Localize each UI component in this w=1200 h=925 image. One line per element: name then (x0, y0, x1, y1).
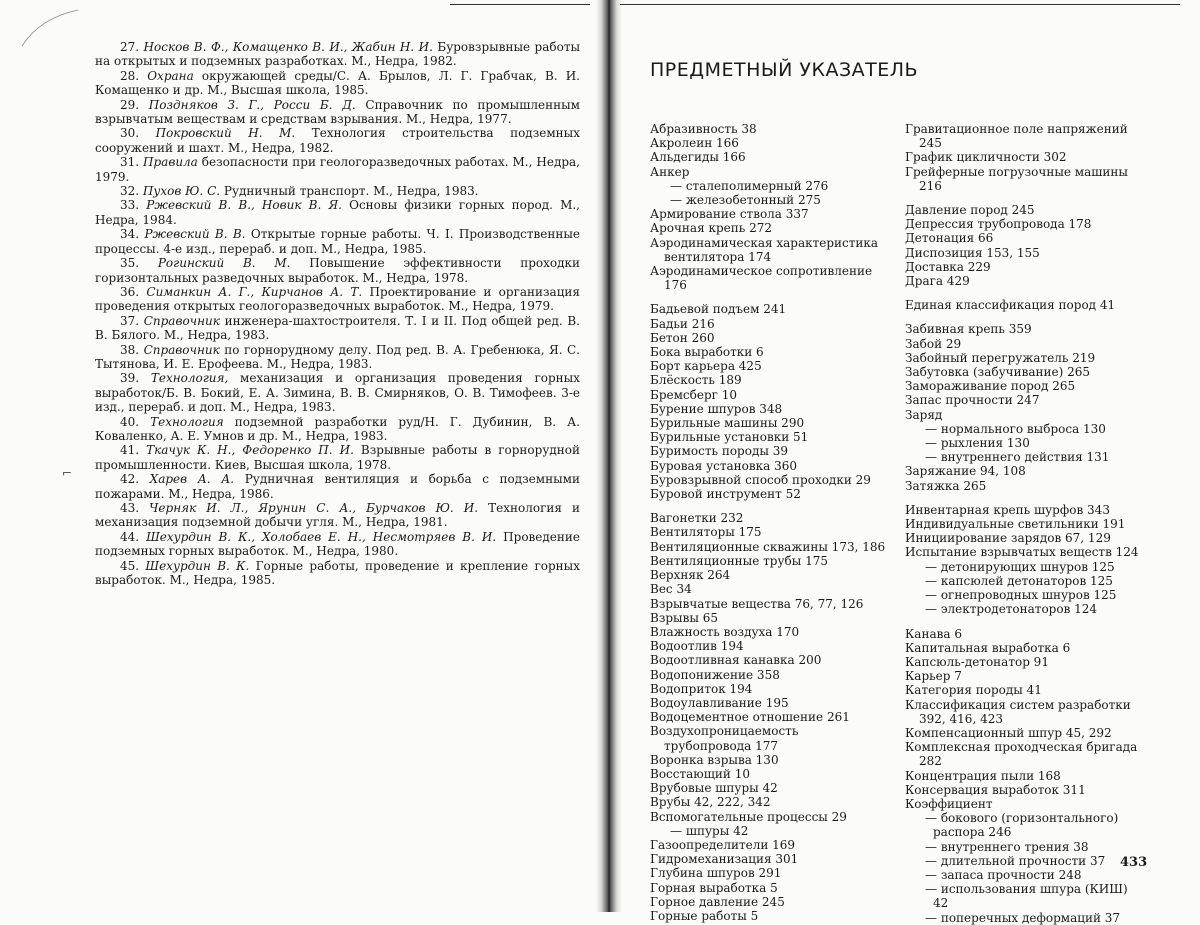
reference-number: 29. (120, 97, 149, 112)
index-entry: График цикличности 302 (905, 150, 1067, 165)
reference-author: Охрана (147, 68, 194, 83)
reference-text: Технология строительства подземных сооружений и шахт. М., Недра, 1982. (95, 126, 580, 155)
reference-text: окружающей среды/С. А. Брылов, Л. Г. Грабчак, В. И. Комащенко и др. М., Высшая школа, 1985. (95, 68, 580, 98)
reference-author: Поздняков З. Г., Росси Б. Д. (148, 97, 356, 112)
reference-entry (95, 472, 580, 501)
reference-number: 28. (120, 68, 148, 83)
index-entry: Буримость породы 39 (650, 444, 788, 459)
index-entry: Вентиляторы 175 (650, 525, 762, 540)
index-subentry: — рыхления 130 (925, 436, 1030, 451)
index-entry: Заряд (905, 407, 943, 422)
index-entry: Единая классификация пород 41 (905, 298, 1116, 313)
index-entry: Вагонетки 232 (650, 511, 744, 526)
index-entry: Капсюль-детонатор 91 (905, 654, 1049, 669)
reference-author: Справочник (143, 313, 220, 328)
page-corner-curve (20, 8, 80, 48)
reference-text: Взрывные работы в горнорудной промышленности. Киев, Высшая школа, 1978. (95, 443, 580, 472)
index-entry: Инвентарная крепь шурфов 343 (905, 502, 1110, 517)
index-subentry: — бокового (горизонтального) распора 246 (925, 811, 1119, 840)
index-entry: Детонация 66 (905, 231, 994, 246)
reference-entry (95, 126, 580, 155)
reference-entry (95, 443, 580, 472)
index-entry: Аэродинамическое сопротивление 176 (650, 264, 873, 293)
reference-number: 45. (120, 558, 146, 573)
index-entry: Воронка взрыва 130 (650, 752, 779, 767)
reference-entry (95, 256, 580, 285)
index-entry: Концентрация пыли 168 (905, 768, 1061, 783)
index-entry: Водоотлив 194 (650, 639, 744, 654)
index-entry: Классификация систем разработки 392, 416, 423 (905, 697, 1131, 726)
reference-text: подземной разработки руд/Н. Г. Дубинин, В. А. Коваленко, А. Е. Умнов и др. М., Недра, 1983. (95, 414, 580, 443)
index-entry: Газоопределители 169 (650, 837, 796, 852)
reference-number: 44. (120, 529, 147, 544)
index-entry: Воздухопроницаемость трубопровода 177 (650, 724, 799, 753)
reference-author: Справочник (143, 342, 220, 357)
index-entry: Бремсберг 10 (650, 387, 738, 402)
index-subentry: — сталеполимерный 276 (670, 178, 829, 193)
reference-text: Справочник по промышленным взрывчатым веществам и средствам взрывания. М., Недра, 1977. (95, 97, 580, 127)
index-entry: Забойный перегружатель 219 (905, 350, 1096, 365)
index-entry: Восстающий 10 (650, 766, 750, 781)
reference-author: Ржевский В. В., Новик В. Я. (146, 198, 342, 213)
reference-author: Правила (143, 155, 198, 170)
reference-number: 34. (120, 227, 145, 242)
index-entry: Бадьевой подъем 241 (650, 302, 787, 317)
index-entry: Борт карьера 425 (650, 359, 762, 374)
index-entry: Блёскость 189 (650, 373, 742, 388)
index-entry: Бурильные установки 51 (650, 430, 809, 445)
index-subentry: — длительной прочности 37 (925, 853, 1106, 868)
index-subentry: — внутреннего действия 131 (925, 450, 1110, 465)
reference-author: Харев А. А. (149, 472, 235, 487)
index-entry: Затяжка 265 (905, 478, 987, 493)
index-entry: Аэродинамическая характеристика вентилятора 174 (650, 235, 879, 264)
reference-author: Симанкин А. Г., Кирчанов А. Т. (146, 284, 363, 299)
reference-text: Технология и механизация подземной добычи угля. М., Недра, 1981. (95, 501, 580, 530)
reference-number: 35. (120, 256, 158, 271)
reference-text: Проведение подземных горных выработок. М., Недра, 1980. (95, 529, 580, 559)
reference-text: Основы физики горных пород. М., Недра, 1984. (95, 198, 580, 227)
index-entry: Вентиляционные трубы 175 (650, 553, 829, 568)
reference-author: Пухов Ю. С. (142, 184, 221, 199)
index-entry: Грейферные погрузочные машины 216 (905, 164, 1128, 193)
index-letter-gap (905, 617, 1145, 627)
reference-number: 37. (120, 313, 144, 328)
index-entry: Бурильные машины 290 (650, 416, 805, 431)
reference-author: Покровский Н. М. (155, 126, 296, 141)
reference-number: 39. (120, 371, 151, 386)
reference-entry (95, 40, 580, 69)
index-entry: Гидромеханизация 301 (650, 852, 799, 867)
reference-text: Буровзрывные работы на открытых и подземных разработках. М., Недра, 1982. (95, 40, 581, 69)
index-entry: Водоцементное отношение 261 (650, 710, 850, 725)
reference-entry (95, 314, 580, 343)
reference-number: 30. (120, 126, 156, 141)
index-entry: Инициирование зарядов 67, 129 (905, 531, 1111, 546)
reference-number: 38. (120, 342, 144, 357)
reference-entry (95, 371, 580, 414)
margin-mark: ⌐ (62, 466, 73, 480)
reference-author: Рогинский В. М. (157, 256, 291, 271)
reference-entry (95, 198, 580, 227)
index-entry: Верхняк 264 (650, 568, 731, 583)
index-entry: Анкер (650, 164, 690, 179)
reference-entry (95, 227, 580, 256)
reference-author: Технология (150, 414, 224, 429)
reference-entry (95, 155, 580, 184)
index-entry: Диспозиция 153, 155 (905, 245, 1040, 260)
top-edge-line (620, 4, 1180, 5)
index-entry: Депрессия трубопровода 178 (905, 217, 1092, 232)
reference-entry (95, 98, 580, 127)
index-entry: Капитальная выработка 6 (905, 640, 1071, 655)
index-entry: Забутовка (забучивание) 265 (905, 365, 1091, 380)
index-entry: Бадьи 216 (650, 316, 715, 331)
reference-text: Открытые горные работы. Ч. I. Производственные процессы. 4-е изд., перераб. и доп. М., Недра, 1985. (95, 227, 581, 256)
reference-number: 36. (120, 284, 147, 299)
index-subentry: — огнепроводных шнуров 125 (925, 588, 1117, 603)
reference-text: Повышение эффективности проходки горизонтальных разведочных выработок. М., Недра, 1978. (95, 256, 580, 285)
reference-text: Проектирование и организация проведения открытых геологоразведочных выработок. М., Недра, 1979. (95, 284, 581, 314)
reference-entry (95, 559, 580, 588)
reference-number: 32. (120, 184, 143, 199)
index-entry: Водоприток 194 (650, 681, 753, 696)
index-entry: Водоотливная канавка 200 (650, 653, 822, 668)
index-entry: Гравитационное поле напряжений 245 (905, 122, 1128, 151)
reference-number: 43. (120, 501, 150, 515)
index-letter-gap (650, 501, 888, 511)
index-entry: Взрывы 65 (650, 610, 718, 625)
reference-number: 41. (120, 443, 147, 458)
index-entry: Горная выработка 5 (650, 880, 778, 895)
reference-entry (95, 343, 580, 372)
reference-number: 40. (120, 414, 151, 429)
index-letter-gap (905, 312, 1145, 322)
index-entry: Замораживание пород 265 (905, 379, 1076, 394)
index-entry: Индивидуальные светильники 191 (905, 517, 1126, 532)
reference-author: Ржевский В. В. (144, 227, 246, 242)
index-subentry: — нормального выброса 130 (925, 421, 1106, 436)
index-entry: Врубы 42, 222, 342 (650, 795, 771, 810)
left-page (0, 0, 598, 912)
index-entry: Забой 29 (905, 336, 962, 351)
reference-number: 31. (120, 155, 144, 170)
page-number: 433 (1120, 855, 1148, 870)
index-entry: Горное давление 245 (650, 894, 785, 909)
index-entry: Абразивность 38 (650, 122, 757, 136)
index-entry: Горные работы 5 (650, 908, 759, 923)
index-subentry: — электродетонаторов 124 (925, 602, 1098, 617)
reference-text: Горные работы, проведение и крепление горных выработок. М., Недра, 1985. (95, 558, 580, 588)
index-entry: Забивная крепь 359 (905, 322, 1032, 337)
index-subentry: — капсюлей детонаторов 125 (925, 573, 1113, 588)
index-letter-gap (650, 292, 888, 302)
index-entry: Карьер 7 (905, 669, 962, 684)
reference-author: Черняк И. Л., Ярунин С. А., Бурчаков Ю. И. (149, 501, 479, 515)
index-entry: Альдегиды 166 (650, 150, 746, 165)
index-entry: Драга 429 (905, 274, 970, 289)
index-entry: Акролеин 166 (650, 136, 739, 151)
index-letter-gap (905, 493, 1145, 503)
index-entry: Бетон 260 (650, 330, 715, 345)
reference-number: 42. (120, 472, 150, 487)
index-entry: Буровзрывной способ проходки 29 (650, 472, 871, 487)
reference-entry (95, 501, 580, 530)
reference-entry (95, 184, 580, 198)
reference-text: по горнорудному делу. Под ред. В. А. Гребенюка, Я. С. Тытянова, И. Е. Ерофеева. М., Недра, 1983. (95, 342, 580, 371)
reference-entry (95, 69, 580, 98)
index-subentry: — внутреннего трения 38 (925, 839, 1089, 854)
index-subentry: — поперечных деформаций 37 (925, 910, 1121, 925)
index-column-1 (650, 122, 888, 923)
index-entry: Консервация выработок 311 (905, 782, 1086, 797)
index-column-2 (905, 122, 1148, 925)
reference-text: Рудничная вентиляция и борьба с подземными пожарами. М., Недра, 1986. (95, 472, 580, 501)
index-entry: Водоулавливание 195 (650, 695, 789, 710)
reference-author: Ткачук К. Н., Федоренко П. И. (146, 443, 354, 458)
index-entry: Доставка 229 (905, 259, 991, 274)
index-subentry: — детонирующих шнуров 125 (925, 559, 1115, 574)
index-entry: Запас прочности 247 (905, 393, 1040, 408)
index-entry: Заряжание 94, 108 (905, 464, 1026, 479)
index-entry: Буровой инструмент 52 (650, 487, 801, 502)
index-entry: Комплексная проходческая бригада 282 (905, 740, 1138, 769)
reference-entry (95, 415, 580, 444)
index-entry: Глубина шпуров 291 (650, 866, 782, 881)
index-entry: Взрывчатые вещества 76, 77, 126 (650, 596, 864, 611)
index-entry: Категория породы 41 (905, 683, 1042, 698)
reference-text: инженера-шахтостроителя. Т. I и II. Под общей ред. В. В. Бялого. М., Недра, 1983. (95, 313, 580, 343)
index-entry: Водопонижение 358 (650, 667, 780, 682)
index-entry: Вес 34 (650, 582, 692, 597)
reference-author: Носков В. Ф., Комащенко В. И., Жабин Н. И. (143, 40, 433, 54)
index-letter-gap (905, 288, 1145, 298)
reference-text: механизация и организация проведения горных выработок/Б. В. Бокий, Е. А. Зимина, В. В. Смирняков, О. В. Тимофеев. 3-е изд., перераб. и доп. М., Недра, 1983. (95, 371, 580, 415)
index-entry: Врубовые шпуры 42 (650, 781, 778, 796)
index-entry: Канава 6 (905, 626, 962, 641)
index-entry: Вспомогательные процессы 29 (650, 809, 847, 824)
index-entry: Арочная крепь 272 (650, 221, 772, 236)
index-letter-gap (905, 193, 1145, 203)
index-entry: Коэффициент (905, 796, 993, 811)
reference-author: Технология, (150, 371, 229, 386)
index-subentry: — шпуры 42 (670, 823, 749, 838)
index-subentry: — железобетонный 275 (670, 193, 821, 208)
reference-text: безопасности при геологоразведочных работах. М., Недра, 1979. (95, 155, 580, 184)
reference-number: 33. (120, 198, 147, 213)
top-edge-line (450, 4, 590, 5)
index-entry: Испытание взрывчатых веществ 124 (905, 545, 1139, 560)
index-entry: Армирование ствола 337 (650, 207, 809, 222)
index-entry: Бока выработки 6 (650, 345, 764, 360)
reference-entry (95, 530, 580, 559)
index-entry: Бурение шпуров 348 (650, 401, 783, 416)
index-entry: Вентиляционные скважины 173, 186 (650, 539, 886, 554)
index-entry: Влажность воздуха 170 (650, 624, 800, 639)
reference-author: Шехурдин В. К., Холобаев Е. Н., Несмотряев В. И. (146, 529, 497, 544)
bibliography-list (95, 40, 580, 587)
index-entry: Компенсационный шпур 45, 292 (905, 725, 1112, 740)
reference-author: Шехурдин В. К. (145, 558, 250, 573)
index-title: ПРЕДМЕТНЫЙ УКАЗАТЕЛЬ (650, 58, 919, 81)
reference-text: Рудничный транспорт. М., Недра, 1983. (220, 184, 479, 199)
reference-number: 27. (120, 40, 144, 54)
index-entry: Давление пород 245 (905, 203, 1035, 218)
index-subentry: — запаса прочности 248 (925, 867, 1082, 882)
reference-entry (95, 285, 580, 314)
index-entry: Буровая установка 360 (650, 458, 798, 473)
index-subentry: — использования шпура (КИШ) 42 (925, 882, 1128, 911)
